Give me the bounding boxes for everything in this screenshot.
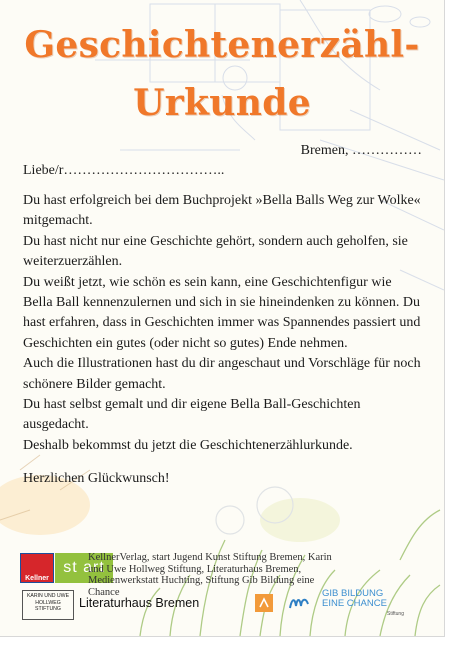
title-line-2: Urkunde	[133, 82, 311, 124]
date-line: Bremen, ……………	[300, 143, 422, 158]
gib-bildung-stiftung: Stiftung	[387, 611, 404, 617]
literaturhaus-logo: Literaturhaus Bremen	[79, 596, 200, 610]
body-paragraph: Auch die Illustrationen hast du dir angeschaut und Vorschläge für noch schönere Bilder gemacht.	[23, 356, 421, 392]
body-paragraph: Du hast erfolgreich bei dem Buchprojekt »Bella Balls Weg zur Wolke« mitgemacht.	[23, 193, 421, 229]
hollweg-logo: KARIN UND UWE HOLLWEG STIFTUNG	[22, 590, 74, 620]
body-paragraph: Du hast nicht nur eine Geschichte gehört, sondern auch geholfen, sie weiterzuerzählen.	[23, 233, 408, 270]
congratulations-text: Herzlichen Glückwunsch!	[23, 471, 170, 486]
body-paragraph: Deshalb bekommst du jetzt die Geschichtenerzählurkunde.	[23, 437, 353, 453]
kellner-logo	[20, 553, 54, 583]
body-paragraph: Du hast selbst gemalt und dir eigene Bella Ball-Geschichten ausgedacht.	[23, 397, 361, 433]
orange-square-logo	[255, 594, 273, 612]
salutation-line: Liebe/r……………………………..	[23, 163, 225, 178]
certificate-body	[23, 191, 423, 456]
body-paragraph: Du weißt jetzt, wie schön es sein kann, eine Geschichtenfigur wie Bella Ball kennenzulernen und sich in sie hineindenken zu können. Du hast erfahren, dass in Geschichten immer was Spannendes passiert und Geschichten ein gutes (oder nicht so gutes) Ende nehmen.	[23, 274, 421, 351]
sponsors-text: KellnerVerlag, start Jugend Kunst Stiftung Bremen, Karin und Uwe Hollweg Stiftung, Literaturhaus Bremen, Medienwerkstatt Huchting, Stiftung Gib Bildung eine Chance	[88, 552, 332, 598]
medienwerkstatt-logo	[288, 594, 310, 612]
startart-logo-text: st art	[63, 559, 105, 576]
gib-bildung-logo	[322, 589, 410, 617]
gib-bildung-line2: EINE CHANCE	[322, 598, 387, 609]
gib-bildung-line1: GIB BILDUNG	[322, 588, 384, 599]
kellner-logo-text: Kellner	[25, 575, 49, 582]
title-line-1: Geschichtenerzähl-	[24, 24, 420, 66]
